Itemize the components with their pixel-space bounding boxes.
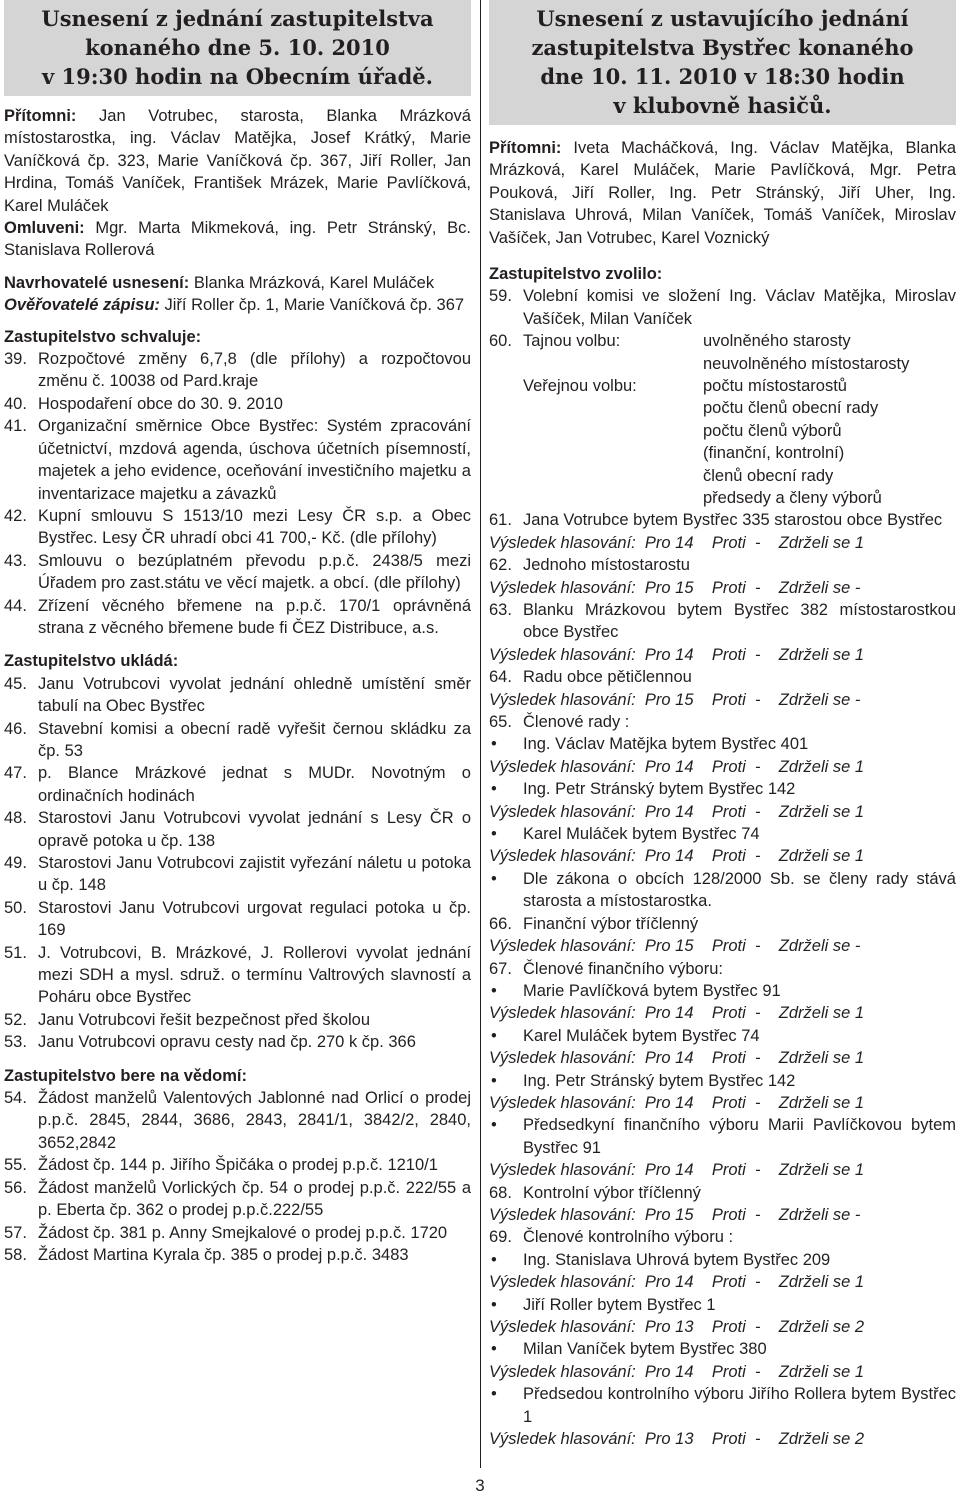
vote-result: Výsledek hlasování: Pro 14 Proti - Zdrželi se 1 — [489, 847, 865, 866]
left-present — [4, 105, 471, 217]
numbered-item — [4, 807, 471, 852]
item-text: Kupní smlouvu S 1513/10 mezi Lesy ČR s.p. a Obec Bystřec. Lesy ČR uhradí obci 41 700,- Kč. (dle přílohy) — [38, 506, 471, 548]
right-present — [489, 137, 956, 249]
item-text: Janu Votrubcovi vyvolat jednání ohledně umístění směr tabulí na Obec Bystřec — [38, 674, 471, 716]
bullet-item: • Předsedou kontrolního výboru Jiřího Rollera bytem Bystřec 1 — [491, 1385, 956, 1426]
bullet-text: Milan Vaníček bytem Bystřec 380 — [523, 1340, 767, 1359]
left-column — [4, 0, 471, 1266]
vote-result: Výsledek hlasování: Pro 13 Proti - Zdrželi se 2 — [489, 1318, 865, 1336]
left-heading-line: Usnesení z jednání zastupitelstva — [41, 6, 434, 31]
vote-result: Výsledek hlasování: Pro 14 Proti - Zdrželi se 1 — [489, 1004, 865, 1023]
vote-result: Výsledek hlasování: Pro 15 Proti - Zdrželi se - — [489, 937, 861, 956]
item-text: Volební komisi ve složení Ing. Václav Matějka, Miroslav Vašíček, Milan Vaníček — [523, 287, 956, 328]
bullet-text: Marie Pavlíčková bytem Bystřec 91 — [523, 981, 781, 1000]
excused-text: Mgr. Marta Mikmeková, ing. Petr Stránský, Bc. Stanislava Rollerová — [4, 219, 471, 260]
item-text: Hospodaření obce do 30. 9. 2010 — [38, 394, 283, 413]
item-text: Rozpočtové změny 6,7,8 (dle přílohy) a rozpočtovou změnu č. 10038 od Pard.kraje — [38, 350, 471, 391]
bullet-item: • Předsedkyní finančního výboru Marii Pavlíčkovou bytem Bystřec 91 — [491, 1116, 956, 1157]
vote-result: Výsledek hlasování: Pro 14 Proti - Zdrželi se 1 — [489, 1161, 865, 1180]
numbered-item — [4, 1244, 471, 1266]
item-text: Členové finančního výboru: — [523, 959, 723, 978]
verifiers-label: Ověřovatelé zápisu: — [4, 296, 160, 315]
bullet-item: • Ing. Václav Matějka bytem Bystřec 401 — [491, 735, 809, 754]
bullet-text: Ing. Stanislava Uhrová bytem Bystřec 209 — [523, 1250, 831, 1269]
secret-vote-value: neuvolněného místostarosty — [703, 354, 910, 373]
vote-result: Výsledek hlasování: Pro 14 Proti - Zdrželi se 1 — [489, 1273, 865, 1292]
item-text: Žádost Martina Kyrala čp. 385 o prodej p.p.č. 3483 — [38, 1245, 409, 1264]
notes-title: Zastupitelstvo bere na vědomí: — [4, 1066, 247, 1085]
public-vote-value: členů obecní rady — [703, 466, 834, 485]
item-number: 47. — [4, 764, 27, 783]
item-number: 41. — [4, 417, 27, 436]
item-text: Starostovi Janu Votrubcovi urgovat regulaci potoka u čp. 169 — [38, 898, 471, 940]
item-text: Radu obce pětičlennou — [523, 668, 692, 687]
notes-list — [4, 1087, 471, 1266]
left-excused — [4, 217, 471, 262]
item-text: Jana Votrubce bytem Bystřec 335 starostou obce Bystřec — [523, 511, 943, 530]
vote-result: Výsledek hlasování: Pro 14 Proti - Zdrželi se 1 — [489, 1362, 865, 1381]
approves-list — [4, 348, 471, 639]
page-number: 3 — [475, 1476, 485, 1495]
item-number: 43. — [4, 551, 27, 570]
vote-result: Výsledek hlasování: Pro 15 Proti - Zdrželi se - — [489, 1205, 861, 1224]
numbered-item — [4, 1031, 471, 1053]
item-number: 46. — [4, 719, 27, 738]
item-number: 49. — [4, 854, 27, 872]
item-number: 42. — [4, 506, 27, 525]
item-61 — [489, 509, 956, 531]
item-number: 53. — [4, 1033, 27, 1052]
vote-result: Výsledek hlasování: Pro 15 Proti - Zdrželi se - — [489, 690, 861, 709]
orders-list — [4, 673, 471, 1054]
numbered-item — [4, 415, 471, 505]
item-text: Členové rady : — [523, 713, 630, 732]
numbered-item — [4, 550, 471, 595]
item-number: 48. — [4, 809, 27, 828]
item-number: 55. — [4, 1156, 27, 1175]
item-number: 66. — [489, 914, 512, 933]
excused-label: Omluveni: — [4, 219, 85, 238]
item-59 — [489, 285, 956, 330]
item-66 — [489, 913, 956, 935]
item-number: 57. — [4, 1223, 27, 1242]
numbered-item — [4, 1177, 471, 1222]
vote-result: Výsledek hlasování: Pro 13 Proti - Zdrželi se 2 — [489, 1430, 865, 1449]
item-text: Žádost manželů Valentových Jablonné nad Orlicí o prodej p.p.č. 2845, 2844, 3686, 2843, 2841/1, 3842/2, 2840, 3652,2842 — [38, 1089, 471, 1152]
item-text: Žádost manželů Vorlických čp. 54 o prodej p.p.č. 222/55 a p. Eberta čp. 362 o prodej p.p.č.222/55 — [38, 1178, 471, 1220]
numbered-item — [4, 852, 471, 897]
item-number: 56. — [4, 1178, 27, 1197]
bullet-item: • Dle zákona o obcích 128/2000 Sb. se členy rady stává starosta a místostarostka. — [491, 869, 956, 911]
bullet-item: • Marie Pavlíčková bytem Bystřec 91 — [491, 981, 781, 1000]
item-number: 39. — [4, 350, 27, 369]
bullet-text: Ing. Petr Stránský bytem Bystřec 142 — [523, 780, 796, 799]
vote-result: Výsledek hlasování: Pro 14 Proti - Zdrželi se 1 — [489, 1093, 865, 1112]
right-heading-line: zastupitelstva Bystřec konaného — [531, 35, 914, 60]
left-proposers — [4, 272, 471, 294]
item-number: 40. — [4, 394, 27, 413]
right-column — [489, 0, 956, 1450]
bullet-item: • Ing. Stanislava Uhrová bytem Bystřec 209 — [491, 1250, 831, 1269]
item-text: Zřízení věcného břemene na p.p.č. 170/1 oprávněná strana z věcného břemene bude fi ČEZ Distribuce, a.s. — [38, 596, 471, 637]
item-text: Janu Votrubcovi opravu cesty nad čp. 270 k čp. 366 — [38, 1033, 416, 1052]
item-number: 67. — [489, 959, 512, 978]
verifiers-text: Jiří Roller čp. 1, Marie Vaníčková čp. 367 — [159, 296, 465, 315]
orders-title: Zastupitelstvo ukládá: — [4, 652, 179, 671]
numbered-item — [4, 762, 471, 807]
bullet-text: Předsedkyní finančního výboru Marii Pavlíčkovou bytem Bystřec 91 — [523, 1116, 956, 1157]
proposers-label: Navrhovatelé usnesení: — [4, 273, 190, 292]
item-number: 54. — [4, 1089, 27, 1108]
item-number: 61. — [489, 511, 512, 530]
secret-vote-value: uvolněného starosty — [703, 332, 851, 351]
numbered-item — [4, 393, 471, 415]
secret-vote-label: Tajnou volbu: — [523, 332, 621, 351]
item-text: Starostovi Janu Votrubcovi zajistit vyřezání náletu u potoka u čp. 148 — [38, 854, 471, 895]
public-vote-value: počtu místostarostů — [703, 377, 847, 396]
item-number: 44. — [4, 596, 27, 615]
bullet-item: • Ing. Petr Stránský bytem Bystřec 142 — [491, 1071, 796, 1090]
right-heading-box — [489, 0, 956, 125]
item-number: 60. — [489, 332, 512, 351]
bullet-text: Karel Muláček bytem Bystřec 74 — [523, 1026, 760, 1045]
bullet-text: Karel Muláček bytem Bystřec 74 — [523, 825, 760, 844]
bullet-text: Ing. Václav Matějka bytem Bystřec 401 — [523, 735, 809, 754]
left-heading-line: konaného dne 5. 10. 2010 — [85, 35, 390, 60]
item-number: 69. — [489, 1228, 512, 1247]
approves-title: Zastupitelstvo schvaluje: — [4, 327, 202, 346]
present-text: Jan Votrubec, starosta, Blanka Mrázková místostarostka, ing. Václav Matějka, Josef Krátký, Marie Vaníčková čp. 323, Marie Vaníčková čp. 367, Jiří Roller, Jan Hrdina, Tomáš Vaníček, František Mrázek, Marie Pavlíčková, Karel Muláček — [4, 107, 471, 215]
present-text: Iveta Macháčková, Ing. Václav Matějka, Blanka Mrázková, Karel Muláček, Marie Pavlíčková, Mgr. Petra Pouková, Jiří Roller, Ing. Petr Stránský, Jiří Uher, Ing. Stanislava Uhrová, Milan Vaníček, Tomáš Vaníček, Miroslav Vašíček, Jan Votrubec, Karel Voznický — [489, 139, 956, 247]
item-number: 50. — [4, 898, 27, 917]
item-60-table — [489, 330, 956, 509]
bullet-item: • Karel Muláček bytem Bystřec 74 — [491, 825, 760, 844]
column-divider — [480, 0, 481, 1468]
bullet-text: Jiří Roller bytem Bystřec 1 — [523, 1295, 716, 1314]
present-label: Přítomni: — [489, 139, 562, 157]
vote-result: Výsledek hlasování: Pro 15 Proti - Zdrželi se - — [489, 578, 861, 597]
public-vote-value: počtu členů obecní rady — [703, 399, 879, 418]
bullet-item: • Ing. Petr Stránský bytem Bystřec 142 — [491, 780, 796, 799]
item-68 — [489, 1182, 956, 1204]
right-heading-line: v klubovně hasičů. — [613, 93, 832, 118]
numbered-item — [4, 348, 471, 393]
vote-result: Výsledek hlasování: Pro 14 Proti - Zdrželi se 1 — [489, 757, 865, 776]
bullet-item: • Milan Vaníček bytem Bystřec 380 — [491, 1340, 767, 1359]
item-number: 62. — [489, 556, 512, 575]
numbered-item — [4, 1154, 471, 1176]
item-67 — [489, 958, 956, 980]
vote-result: Výsledek hlasování: Pro 14 Proti - Zdrželi se 1 — [489, 802, 865, 821]
item-text: Žádost čp. 381 p. Anny Smejkalové o prodej p.p.č. 1720 — [38, 1223, 448, 1242]
bullet-text: Dle zákona o obcích 128/2000 Sb. se členy rady stává starosta a místostarostka. — [523, 869, 956, 911]
item-63 — [489, 599, 956, 644]
numbered-item — [4, 595, 471, 640]
item-text: Kontrolní výbor tříčlenný — [523, 1183, 701, 1202]
item-text: J. Votrubcovi, B. Mrázkové, J. Rollerovi vyvolat jednání mezi SDH a mysl. sdruž. o termínu Valtrových slavností a Poháru obce Bystřec — [38, 943, 471, 1007]
item-text: p. Blance Mrázkové jednat s MUDr. Novotným o ordinačních hodinách — [38, 764, 471, 805]
proposers-text: Blanka Mrázková, Karel Muláček — [189, 273, 435, 292]
item-number: 52. — [4, 1010, 27, 1029]
item-number: 64. — [489, 668, 512, 687]
item-text: Žádost čp. 144 p. Jiřího Špičáka o prodej p.p.č. 1210/1 — [38, 1156, 438, 1175]
bullet-item: • Jiří Roller bytem Bystřec 1 — [491, 1295, 716, 1314]
item-number: 58. — [4, 1245, 27, 1264]
item-text: Členové kontrolního výboru : — [523, 1228, 734, 1247]
item-text: Starostovi Janu Votrubcovi vyvolat jednání s Lesy ČR o opravě potoka u čp. 138 — [38, 809, 471, 850]
item-text: Blanku Mrázkovou bytem Bystřec 382 místostarostkou obce Bystřec — [523, 601, 956, 642]
item-64 — [489, 666, 956, 688]
left-heading-line: v 19:30 hodin na Obecním úřadě. — [42, 64, 433, 89]
right-heading-line: Usnesení z ustavujícího jednání — [536, 6, 909, 31]
item-65 — [489, 711, 956, 733]
numbered-item — [4, 897, 471, 942]
item-text: Finanční výbor tříčlenný — [523, 914, 699, 933]
left-verifiers — [4, 294, 471, 316]
vote-result: Výsledek hlasování: Pro 14 Proti - Zdrželi se 1 — [489, 533, 865, 552]
vote-result: Výsledek hlasování: Pro 14 Proti - Zdrželi se 1 — [489, 1049, 865, 1068]
vote-result: Výsledek hlasování: Pro 14 Proti - Zdrželi se 1 — [489, 645, 865, 664]
item-number: 51. — [4, 943, 27, 962]
item-text: Stavební komisi a obecní radě vyřešit černou skládku za čp. 53 — [38, 719, 471, 760]
item-text: Jednoho místostarostu — [523, 556, 690, 575]
public-vote-value: (finanční, kontrolní) — [703, 444, 845, 463]
item-number: 59. — [489, 287, 512, 306]
item-text: Smlouvu o bezúplatném převodu p.p.č. 2438/5 mezi Úřadem pro zast.státu ve věcí majetk. a obcí. (dle přílohy) — [38, 551, 471, 593]
numbered-item — [4, 505, 471, 550]
public-vote-label: Veřejnou volbu: — [523, 377, 637, 396]
item-number: 65. — [489, 713, 512, 732]
present-label: Přítomni: — [4, 107, 77, 125]
numbered-item — [4, 1087, 471, 1154]
public-vote-value: počtu členů výborů — [703, 421, 842, 440]
bullet-item: • Karel Muláček bytem Bystřec 74 — [491, 1026, 760, 1045]
numbered-item — [4, 942, 471, 1009]
elected-title: Zastupitelstvo zvolilo: — [489, 265, 663, 284]
item-text: Organizační směrnice Obce Bystřec: Systém zpracování účetnictví, mzdová agenda, úschova účetních písemností, majetek a jeho evidence, oceňování investičního majetku a inventarizace majetku a závazků — [38, 417, 471, 503]
bullet-text: Předsedou kontrolního výboru Jiřího Rollera bytem Bystřec 1 — [523, 1385, 956, 1426]
numbered-item — [4, 718, 471, 763]
right-heading-line: dne 10. 11. 2010 v 18:30 hodin — [540, 64, 905, 89]
numbered-item — [4, 1009, 471, 1031]
item-number: 63. — [489, 601, 512, 619]
item-text: Janu Votrubcovi řešit bezpečnost před školou — [38, 1010, 371, 1029]
item-62 — [489, 554, 956, 576]
bullet-text: Ing. Petr Stránský bytem Bystřec 142 — [523, 1071, 796, 1090]
left-heading-box — [4, 0, 471, 96]
item-number: 68. — [489, 1183, 512, 1202]
numbered-item — [4, 673, 471, 718]
numbered-item — [4, 1222, 471, 1244]
item-number: 45. — [4, 674, 27, 693]
public-vote-value: předsedy a členy výborů — [703, 488, 882, 507]
item-69 — [489, 1226, 956, 1248]
